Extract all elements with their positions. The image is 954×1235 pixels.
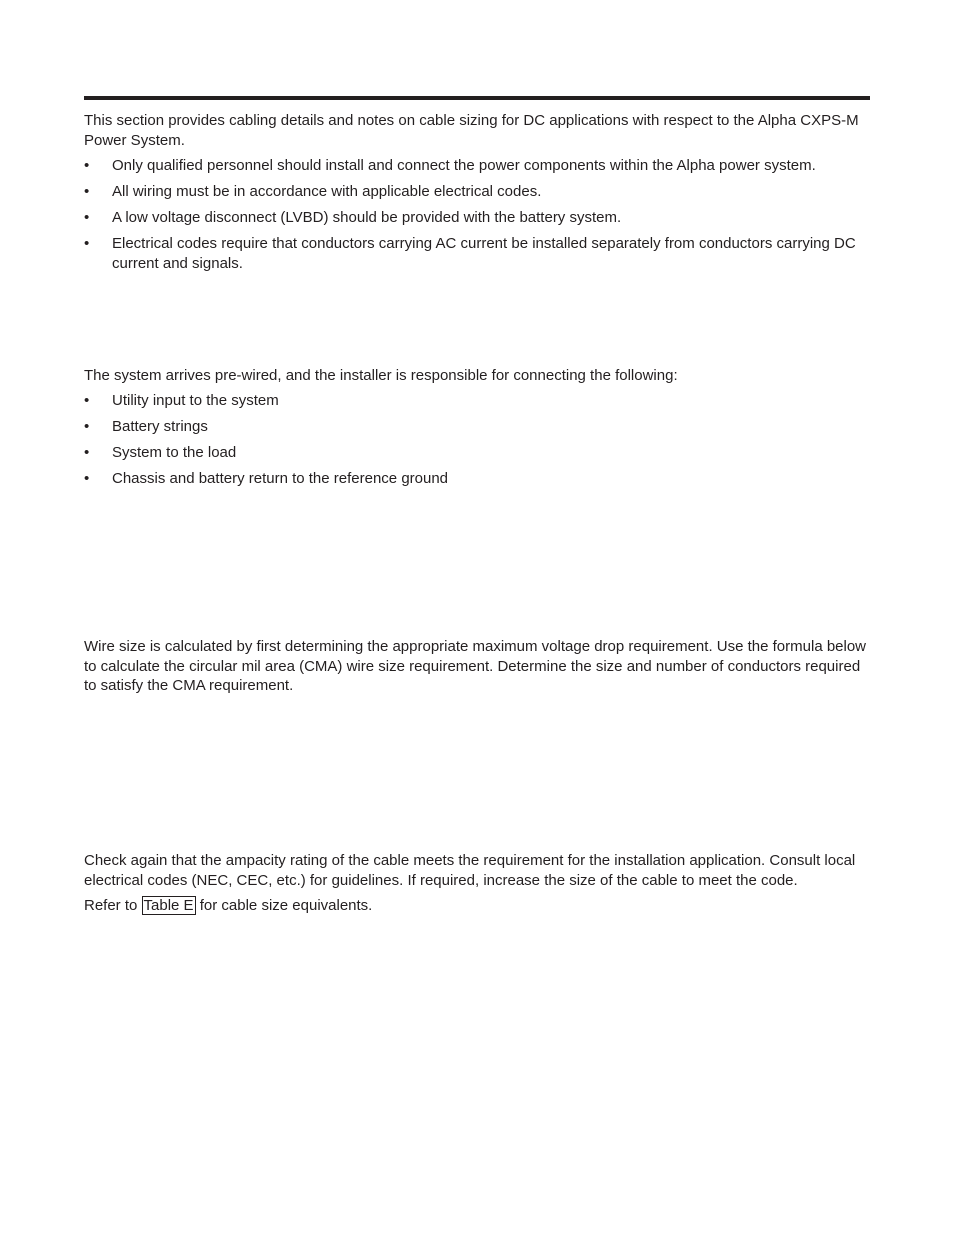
list-item: • Electrical codes require that conductors carrying AC current be installed separately from conductors carrying DC current and signals.: [84, 235, 856, 272]
bullet-icon: •: [84, 392, 90, 409]
section1-intro: This section provides cabling details and notes on cable sizing for DC applications with respect to the Alpha CXPS-M Power System.: [84, 112, 859, 149]
section4-paragraph: Check again that the ampacity rating of the cable meets the requirement for the installation application. Consult local electrical codes (NEC, CEC, etc.) for guidelines. If required, increase the size of the cable to meet the code.: [84, 852, 856, 889]
bullet-icon: •: [84, 157, 90, 174]
header-rule: [84, 96, 870, 100]
section1-bullet-list: [84, 156, 870, 280]
refer-line: Refer to Table E for cable size equivalents.: [84, 897, 373, 914]
list-item: • Battery strings: [84, 418, 208, 435]
bullet-icon: •: [84, 209, 90, 226]
bullet-icon: •: [84, 470, 90, 487]
bullet-icon: •: [84, 183, 90, 200]
section3-paragraph: Wire size is calculated by first determining the appropriate maximum voltage drop requirement. Use the formula below to calculate the circular mil area (CMA) wire size requirement. Determine the size and number of conductors required to satisfy the CMA requirement.: [84, 638, 867, 694]
table-e-link[interactable]: Table E: [143, 897, 194, 914]
section2-intro: The system arrives pre-wired, and the installer is responsible for connecting the following:: [84, 367, 678, 384]
list-item: • All wiring must be in accordance with applicable electrical codes.: [84, 183, 542, 200]
bullet-icon: •: [84, 444, 90, 461]
bullet-icon: •: [84, 418, 90, 435]
list-item: • System to the load: [84, 444, 237, 461]
section2-bullet-list: [84, 391, 870, 495]
bullet-icon: •: [84, 235, 90, 252]
list-item: • Only qualified personnel should install and connect the power components within the Alpha power system.: [84, 157, 816, 174]
list-item: • A low voltage disconnect (LVBD) should be provided with the battery system.: [84, 209, 622, 226]
list-item: • Utility input to the system: [84, 392, 279, 409]
list-item: • Chassis and battery return to the reference ground: [84, 470, 449, 487]
